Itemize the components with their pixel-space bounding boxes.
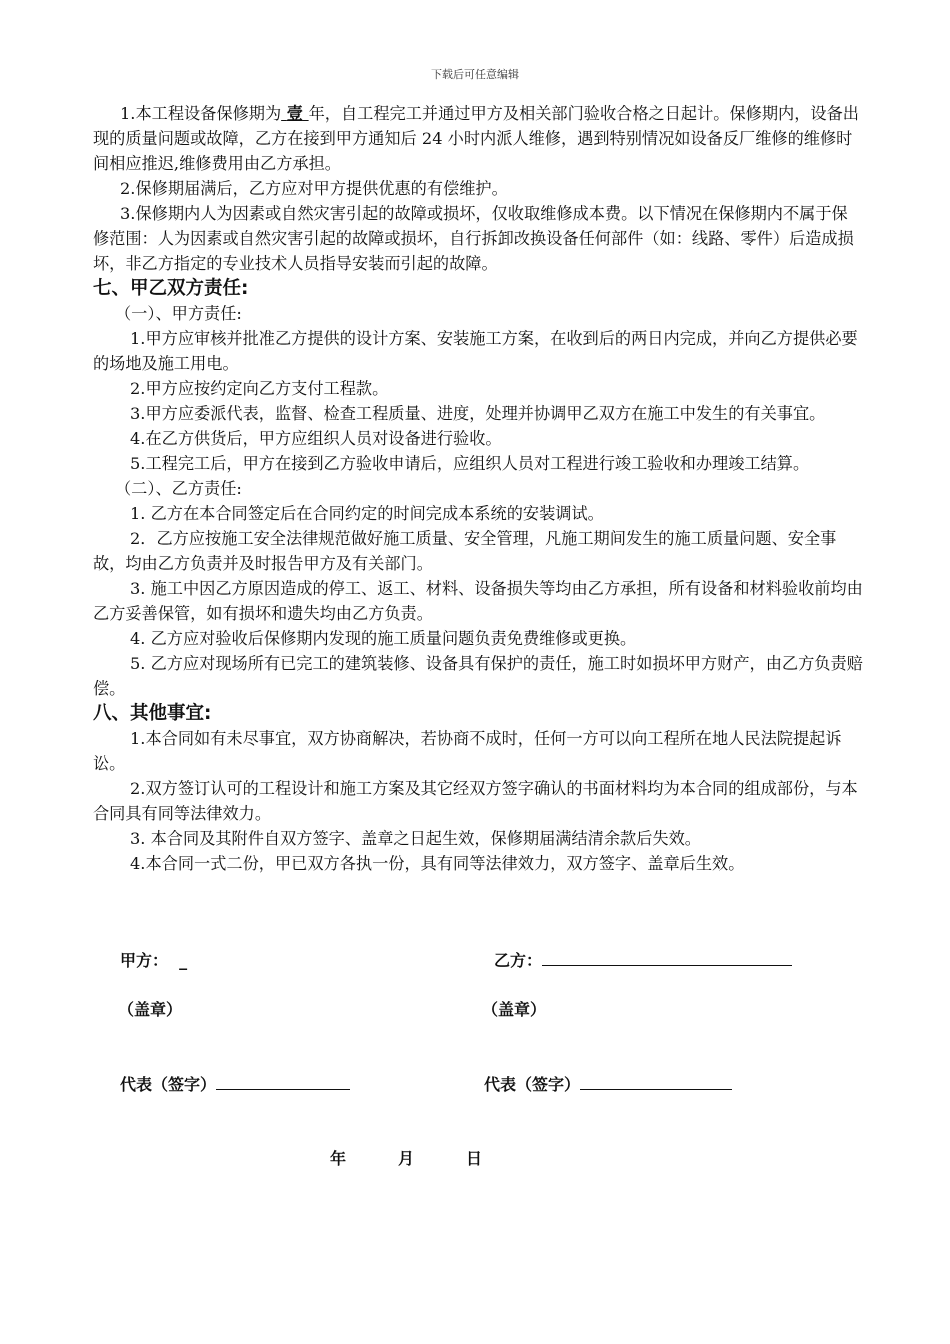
party-a-blank: _ bbox=[179, 951, 188, 970]
party-a-duty: 2.甲方应按约定向乙方支付工程款。 bbox=[130, 379, 389, 398]
party-a-duty: 4.在乙方供货后，甲方应组织人员对设备进行验收。 bbox=[130, 429, 502, 448]
party-a-rep-blank bbox=[216, 1073, 350, 1090]
date-year: 年 bbox=[330, 1149, 347, 1168]
warranty-years bbox=[281, 104, 308, 123]
section-8-title: 八、其他事宜: bbox=[93, 703, 212, 724]
party-a-duties-title: （一）、甲方责任: bbox=[115, 304, 242, 323]
party-b-blank bbox=[542, 949, 792, 966]
other-matter: 3. 本合同及其附件自双方签字、盖章之日起生效，保修期届满结清余款后失效。 bbox=[130, 829, 701, 848]
party-a-duty: 1.甲方应审核并批准乙方提供的设计方案、安装施工方案，在收到后的两日内完成，并向乙方提供必要的场地及施工用电。 bbox=[93, 329, 858, 373]
date-month: 月 bbox=[398, 1149, 415, 1168]
warranty-clause-3: 3.保修期内人为因素或自然灾害引起的故障或损坏，仅收取维修成本费。以下情况在保修期内不属于保修范围：人为因素或自然灾害引起的故障或损坏，自行拆卸改换设备任何部件（如：线路、零件）后造成损坏，非乙方指定的专业技术人员指导安装而引起的故障。 bbox=[93, 204, 854, 273]
warranty-clause-2: 2.保修期届满后，乙方应对甲方提供优惠的有偿维护。 bbox=[120, 179, 508, 198]
warranty-clause-1 bbox=[93, 101, 863, 176]
warranty-clause-1-suffix: 年，自工程完工并通过甲方及相关部门验收合格之日起计。保修期内，设备出现的质量问题或故障，乙方在接到甲方通知后 24 小时内派人维修，遇到特别情况如设备反厂维修的维修时间相应推迟,维修费用由乙方承担。 bbox=[93, 104, 859, 173]
party-b-duty: 3. 施工中因乙方原因造成的停工、返工、材料、设备损失等均由乙方承担，所有设备和材料验收前均由乙方妥善保管，如有损坏和遗失均由乙方负责。 bbox=[93, 579, 863, 623]
party-a-signature-line bbox=[120, 948, 187, 971]
date-day: 日 bbox=[466, 1149, 483, 1168]
other-matter: 2.双方签订认可的工程设计和施工方案及其它经双方签字确认的书面材料均为本合同的组成部份，与本合同具有同等法律效力。 bbox=[93, 779, 858, 823]
warranty-clause-1-prefix: 1.本工程设备保修期为 bbox=[120, 104, 282, 123]
other-matter: 4.本合同一式二份，甲已双方各执一份，具有同等法律效力，双方签字、盖章后生效。 bbox=[130, 854, 745, 873]
party-b-duty: 1. 乙方在本合同签定后在合同约定的时间完成本系统的安装调试。 bbox=[130, 504, 604, 523]
party-b-seal: （盖章） bbox=[482, 1000, 547, 1019]
party-b-duty: 5. 乙方应对现场所有已完工的建筑装修、设备具有保护的责任，施工时如损坏甲方财产，由乙方负责赔偿。 bbox=[93, 654, 863, 698]
party-a-duty: 5.工程完工后，甲方在接到乙方验收申请后，应组织人员对工程进行竣工验收和办理竣工结算。 bbox=[130, 454, 810, 473]
contract-body bbox=[93, 101, 863, 876]
party-b-signature-line bbox=[494, 948, 792, 971]
section-7-title: 七、甲乙双方责任: bbox=[93, 278, 249, 299]
party-b-duties-title: （二）、乙方责任: bbox=[115, 479, 242, 498]
party-b-duty: 2．乙方应按施工安全法律规范做好施工质量、安全管理，凡施工期间发生的施工质量问题、安全事故，均由乙方负责并及时报告甲方及有关部门。 bbox=[93, 529, 837, 573]
other-matter: 1.本合同如有未尽事宜，双方协商解决，若协商不成时，任何一方可以向工程所在地人民法院提起诉讼。 bbox=[93, 729, 842, 773]
party-b-rep-line bbox=[484, 1072, 732, 1095]
party-a-seal: （盖章） bbox=[118, 1000, 183, 1019]
party-a-duty: 3.甲方应委派代表，监督、检查工程质量、进度，处理并协调甲乙双方在施工中发生的有关事宜。 bbox=[130, 404, 826, 423]
party-b-rep-label: 代表（签字） bbox=[484, 1075, 581, 1094]
party-a-rep-label: 代表（签字） bbox=[120, 1075, 217, 1094]
warranty-years-value: 壹 bbox=[286, 104, 303, 123]
party-a-label: 甲方： bbox=[120, 951, 169, 970]
party-b-label: 乙方： bbox=[494, 951, 543, 970]
party-b-duty: 4. 乙方应对验收后保修期内发现的施工质量问题负责免费维修或更换。 bbox=[130, 629, 637, 648]
party-b-rep-blank bbox=[580, 1073, 732, 1090]
party-a-rep-line bbox=[120, 1072, 350, 1095]
page-header: 下载后可任意编辑 bbox=[431, 68, 519, 81]
